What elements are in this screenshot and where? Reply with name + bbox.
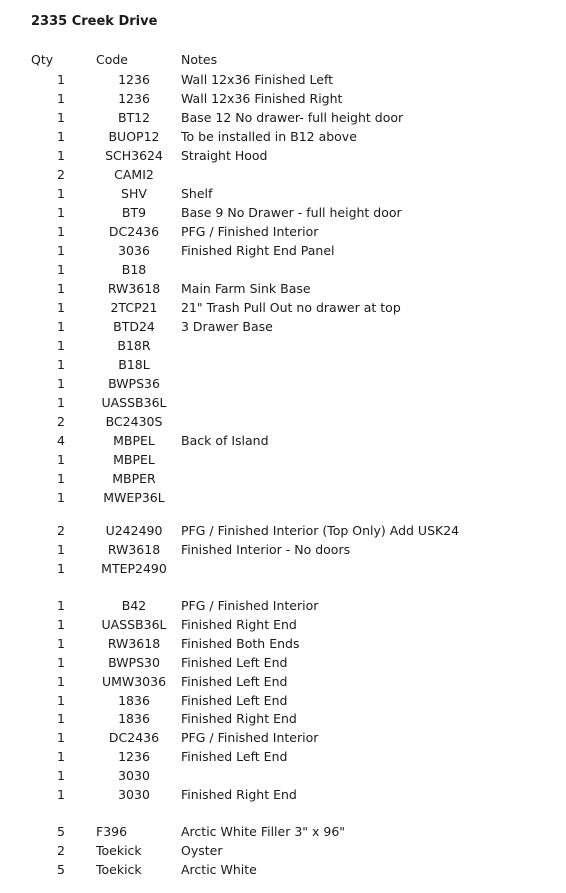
item-notes: PFG / Finished Interior: [181, 730, 319, 746]
item-notes: Wall 12x36 Finished Left: [181, 72, 334, 87]
list-item: [0, 166, 566, 184]
item-qty: 1: [57, 129, 65, 144]
item-code: BWPS30: [108, 654, 160, 670]
list-item: [0, 204, 566, 222]
list-item: [0, 128, 566, 146]
item-code: BWPS36: [108, 376, 160, 391]
item-code: RW3618: [107, 635, 161, 651]
list-item: [0, 692, 566, 710]
item-code: 1236: [118, 72, 150, 87]
list-item: [0, 710, 566, 728]
item-code: SCH3624: [105, 148, 163, 163]
item-code: MTEP2490: [101, 561, 167, 576]
list-item: [0, 673, 566, 691]
item-qty: 1: [57, 711, 65, 727]
item-qty: 1: [57, 338, 65, 353]
item-code: MBPEL: [113, 452, 155, 467]
list-item: [0, 522, 566, 540]
item-notes: Finished Left End: [181, 692, 288, 708]
item-qty: 1: [57, 243, 65, 258]
item-notes: PFG / Finished Interior: [181, 598, 319, 613]
list-item: [0, 861, 566, 879]
item-notes: Oyster: [181, 843, 223, 858]
list-item: [0, 729, 566, 747]
list-item: [0, 413, 566, 431]
list-item: [0, 280, 566, 298]
list-item: [0, 223, 566, 241]
item-code: MWEP36L: [103, 490, 165, 505]
item-code: RW3618: [107, 542, 161, 557]
item-qty: 1: [57, 110, 65, 125]
item-code: B18R: [117, 338, 151, 353]
item-notes: Straight Hood: [181, 148, 268, 163]
list-item: [0, 489, 566, 507]
item-code: 3030: [118, 787, 150, 802]
item-code: UMW3036: [101, 673, 167, 689]
item-qty: 1: [57, 91, 65, 106]
item-notes: Back of Island: [181, 433, 269, 448]
item-code: DC2436: [108, 730, 160, 746]
item-qty: 2: [57, 523, 65, 538]
item-notes: Shelf: [181, 186, 213, 201]
item-notes: Finished Left End: [181, 673, 288, 689]
list-item: [0, 470, 566, 488]
list-item: [0, 261, 566, 279]
list-item: [0, 356, 566, 374]
item-code: BTD24: [113, 319, 155, 334]
item-qty: 1: [57, 598, 65, 613]
item-code: 1236: [118, 749, 150, 765]
item-code: BC2430S: [105, 414, 163, 429]
item-qty: 1: [57, 281, 65, 296]
item-qty: 5: [57, 862, 65, 877]
list-item: [0, 394, 566, 412]
item-notes: Finished Left End: [181, 654, 288, 670]
item-code: Toekick: [96, 862, 142, 877]
item-qty: 1: [57, 186, 65, 201]
list-item: [0, 842, 566, 860]
item-notes: Finished Right End: [181, 711, 297, 727]
item-qty: 1: [57, 616, 65, 632]
item-code: B42: [121, 598, 147, 613]
item-code: MBPER: [112, 471, 156, 486]
item-notes: PFG / Finished Interior (Top Only) Add USK24: [181, 523, 460, 538]
list-item: [0, 71, 566, 89]
item-qty: 1: [57, 224, 65, 239]
list-item: [0, 451, 566, 469]
column-header-qty: Qty: [31, 52, 54, 67]
item-qty: 1: [57, 205, 65, 220]
item-qty: 1: [57, 768, 65, 784]
list-item: [0, 337, 566, 355]
item-qty: 1: [57, 692, 65, 708]
item-qty: 1: [57, 376, 65, 391]
item-qty: 2: [57, 843, 65, 858]
item-code: Toekick: [96, 843, 142, 858]
list-item: [0, 109, 566, 127]
column-header-notes: Notes: [181, 52, 218, 67]
item-notes: PFG / Finished Interior: [181, 224, 319, 239]
item-code: 3036: [118, 243, 150, 258]
list-item: [0, 375, 566, 393]
item-qty: 1: [57, 654, 65, 670]
item-qty: 1: [57, 319, 65, 334]
list-item: [0, 767, 566, 785]
item-qty: 1: [57, 730, 65, 746]
list-item: [0, 185, 566, 203]
list-item: [0, 786, 566, 804]
item-notes: Arctic White Filler 3" x 96": [181, 824, 346, 839]
item-qty: 1: [57, 72, 65, 87]
document-title: 2335 Creek Drive: [31, 14, 158, 29]
column-header-code: Code: [96, 52, 129, 67]
item-qty: 1: [57, 357, 65, 372]
item-qty: 1: [57, 262, 65, 277]
item-notes: To be installed in B12 above: [181, 129, 357, 144]
item-notes: Finished Left End: [181, 749, 288, 765]
item-code: CAMI2: [114, 167, 154, 182]
item-code: UASSB36L: [101, 616, 167, 632]
list-item: [0, 432, 566, 450]
item-notes: Finished Interior - No doors: [181, 542, 351, 557]
item-notes: Finished Right End Panel: [181, 243, 335, 258]
item-qty: 1: [57, 561, 65, 576]
item-qty: 1: [57, 673, 65, 689]
item-notes: 3 Drawer Base: [181, 319, 273, 334]
item-code: MBPEL: [113, 433, 155, 448]
item-code: 3030: [118, 768, 150, 784]
item-code: B18L: [118, 357, 150, 372]
item-qty: 1: [57, 787, 65, 802]
item-notes: Base 9 No Drawer - full height door: [181, 205, 402, 220]
list-item: [0, 597, 566, 615]
item-notes: Base 12 No drawer- full height door: [181, 110, 404, 125]
item-notes: Main Farm Sink Base: [181, 281, 311, 296]
item-code: BUOP12: [108, 129, 160, 144]
item-qty: 1: [57, 635, 65, 651]
item-qty: 1: [57, 395, 65, 410]
item-notes: Arctic White: [181, 862, 257, 877]
item-code: 2TCP21: [110, 300, 158, 315]
item-qty: 5: [57, 824, 65, 839]
item-notes: Finished Right End: [181, 616, 297, 632]
item-qty: 1: [57, 148, 65, 163]
item-code: SHV: [121, 186, 147, 201]
list-item: [0, 242, 566, 260]
item-qty: 1: [57, 542, 65, 557]
item-notes: Wall 12x36 Finished Right: [181, 91, 343, 106]
list-item: [0, 560, 566, 578]
item-code: B18: [121, 262, 147, 277]
item-code: RW3618: [107, 281, 161, 296]
list-item: [0, 147, 566, 165]
item-qty: 1: [57, 300, 65, 315]
item-code: U242490: [105, 523, 163, 538]
list-item: [0, 748, 566, 766]
item-code: BT9: [121, 205, 147, 220]
list-item: [0, 616, 566, 634]
item-code: 1836: [118, 711, 150, 727]
item-qty: 1: [57, 452, 65, 467]
item-notes: Finished Right End: [181, 787, 297, 802]
item-code: F396: [96, 824, 128, 839]
item-qty: 1: [57, 490, 65, 505]
item-code: 1236: [118, 91, 150, 106]
item-notes: 21" Trash Pull Out no drawer at top: [181, 300, 401, 315]
list-item: [0, 823, 566, 841]
list-item: [0, 541, 566, 559]
list-item: [0, 318, 566, 336]
item-qty: 2: [57, 167, 65, 182]
item-qty: 2: [57, 414, 65, 429]
item-qty: 1: [57, 749, 65, 765]
item-code: BT12: [117, 110, 151, 125]
list-item: [0, 654, 566, 672]
item-code: 1836: [118, 692, 150, 708]
item-qty: 1: [57, 471, 65, 486]
list-item: [0, 90, 566, 108]
list-item: [0, 299, 566, 317]
item-code: UASSB36L: [101, 395, 167, 410]
list-item: [0, 635, 566, 653]
item-code: DC2436: [108, 224, 160, 239]
item-qty: 4: [57, 433, 65, 448]
item-notes: Finished Both Ends: [181, 635, 300, 651]
